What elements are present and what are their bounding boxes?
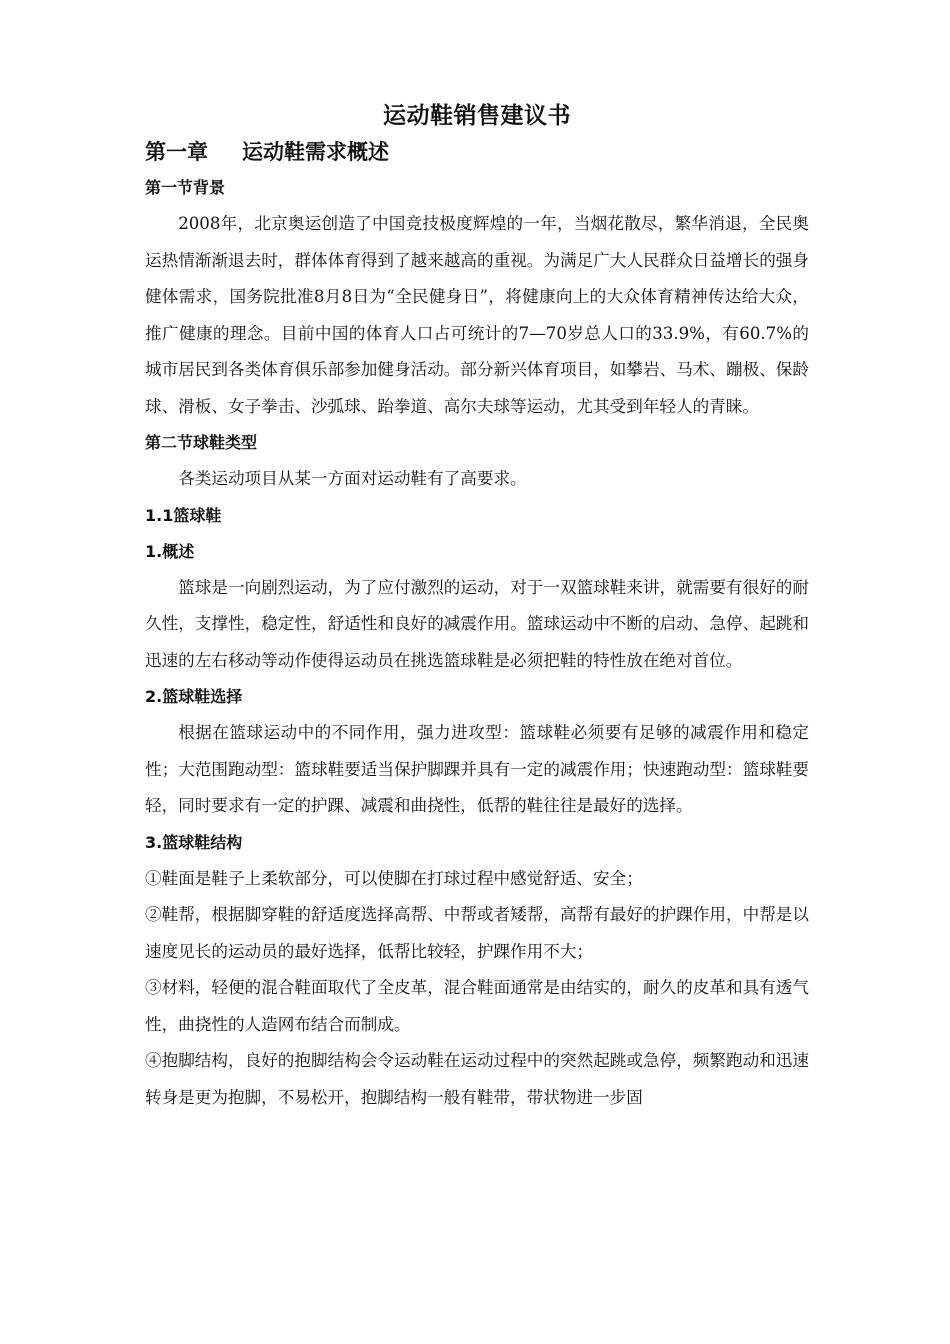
structure-item-fit: ④抱脚结构，良好的抱脚结构会令运动鞋在运动过程中的突然起跳或急停，频繁跑动和迅速转身是更为抱脚，不易松开，抱脚结构一般有鞋带，带状物进一步固 bbox=[145, 1051, 809, 1107]
shoe-types-intro: 各类运动项目从某一方面对运动鞋有了高要求。 bbox=[178, 469, 527, 488]
section-heading-shoe-types: 第二节球鞋类型 bbox=[145, 433, 258, 452]
document-title: 运动鞋销售建议书 bbox=[383, 103, 571, 129]
subsection-heading-basketball-shoes: 1.1篮球鞋 bbox=[145, 505, 222, 525]
chapter-title: 运动鞋需求概述 bbox=[242, 140, 389, 164]
structure-item-collar: ②鞋帮，根据脚穿鞋的舒适度选择高帮、中帮或者矮帮，高帮有最好的护踝作用，中帮是以速度见长的运动员的最好选择，低帮比较轻，护踝作用不大； bbox=[145, 905, 809, 961]
structure-item-upper: ①鞋面是鞋子上柔软部分，可以使脚在打球过程中感觉舒适、安全； bbox=[145, 868, 643, 888]
structure-heading: 3.篮球鞋结构 bbox=[145, 832, 243, 852]
overview-paragraph: 篮球是一向剧烈运动，为了应付激烈的运动，对于一双篮球鞋来讲，就需要有很好的耐久性，支撑性，稳定性，舒适性和良好的减震作用。篮球运动中不断的启动、急停、起跳和迅速的左右移动等动作使得运动员在挑选篮球鞋是必须把鞋的特性放在绝对首位。 bbox=[145, 577, 809, 670]
overview-heading: 1.概述 bbox=[145, 541, 195, 561]
section-heading-background: 第一节背景 bbox=[145, 178, 226, 197]
chapter-heading bbox=[145, 134, 809, 170]
background-paragraph: 2008年，北京奥运创造了中国竞技极度辉煌的一年，当烟花散尽，繁华消退，全民奥运热情渐渐退去时，群体体育得到了越来越高的重视。为满足广大人民群众日益增长的强身健体需求，国务院批准8月8日为“全民健身日”，将健康向上的大众体育精神传达给大众，推广健康的理念。目前中国的体育人口占可统计的7—70岁总人口的33.9%，有60.7%的城市居民到各类体育俱乐部参加健身活动。部分新兴体育项目，如攀岩、马术、蹦极、保龄球、滑板、女子拳击、沙弧球、跆拳道、高尔夫球等运动，尤其受到年轻人的青睐。 bbox=[145, 214, 809, 416]
structure-item-material: ③材料，轻便的混合鞋面取代了全皮革，混合鞋面通常是由结实的，耐久的皮革和具有透气性，曲挠性的人造网布结合而制成。 bbox=[145, 978, 809, 1034]
selection-paragraph: 根据在篮球运动中的不同作用，强力进攻型：篮球鞋必须要有足够的减震作用和稳定性；大范围跑动型：篮球鞋要适当保护脚踝并具有一定的减震作用；快速跑动型：篮球鞋要轻，同时要求有一定的护踝、减震和曲挠性，低帮的鞋往往是最好的选择。 bbox=[145, 723, 809, 815]
document-page bbox=[145, 98, 809, 1116]
selection-heading: 2.篮球鞋选择 bbox=[145, 687, 243, 706]
chapter-number: 第一章 bbox=[145, 140, 208, 164]
